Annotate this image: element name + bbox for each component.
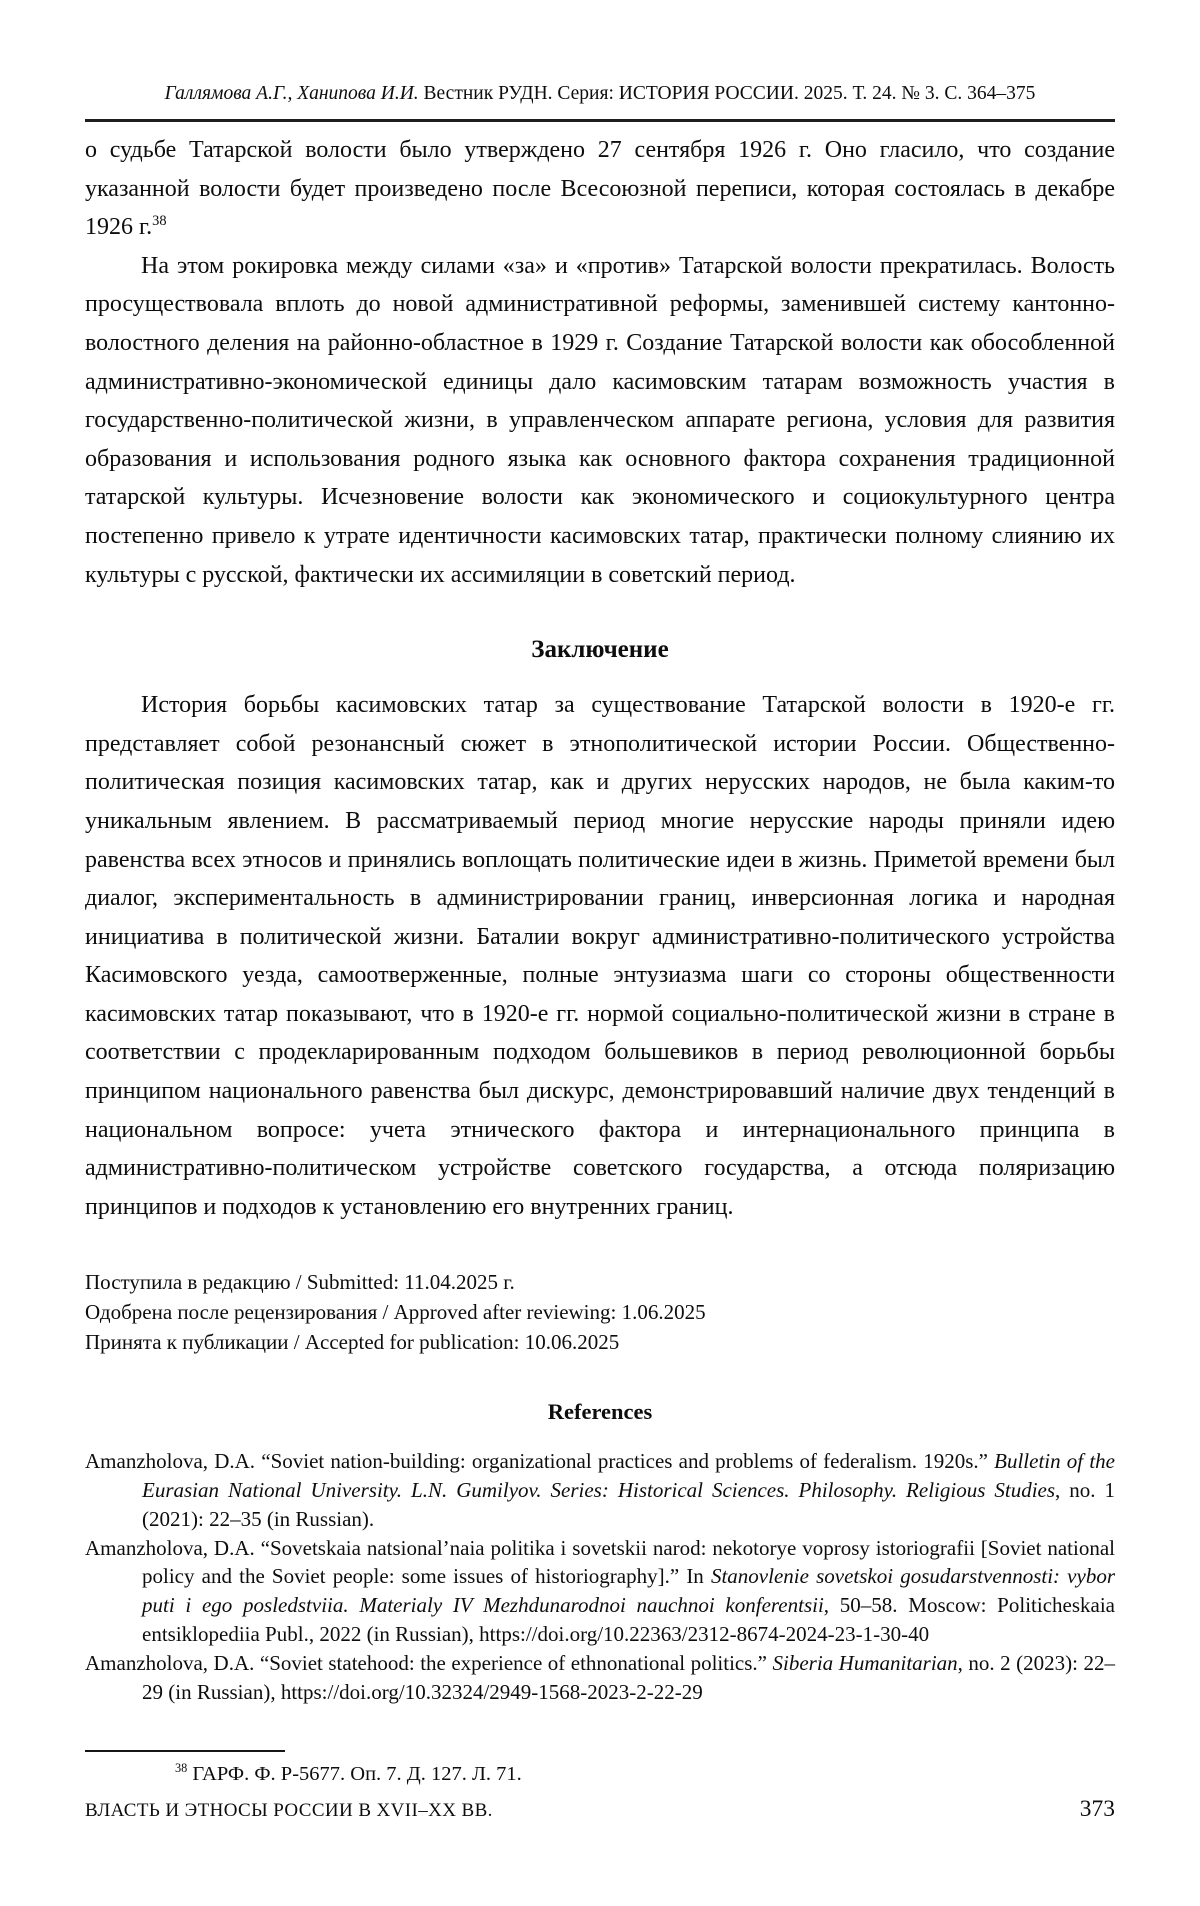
paragraph: История борьбы касимовских татар за существование Татарской волости в 1920-е гг. представляет собой резонансный сюжет в этнополитической истории России. Общественно-политическая позиция касимовских татар, как и других нерусских народов, не была каким-то уникальным явлением. В рассматриваемый период многие нерусские народы приняли идею равенства всех этносов и принялись воплощать политические идеи в жизнь. Приметой времени был диалог, экспериментальность в администрировании границ, инверсионная логика и народная инициатива в политической жизни. Баталии вокруг административно-политического устройства Касимовского уезда, самоотверженные, полные энтузиазма шаги со стороны общественности касимовских татар показывают, что в 1920-е гг. нормой социально-политической жизни в стране в соответствии с продекларированным подходом большевиков в период революционной борьбы принципом национального равенства был дискурс, демонстрировавший наличие двух тенденций в национальном вопросе: учета этнического фактора и интернационального принципа в административно-политическом устройстве советского государства, а отсюда поляризацию принципов и подходов к установлению его внутренних границ.	[85, 692, 1115, 1220]
reference-source-title: Bulletin of the Eurasian National University. L.N. Gumilyov. Series: Historical Sciences. Philosophy. Religious Studies	[142, 1449, 1115, 1503]
page-footer	[85, 1796, 1115, 1823]
reference-text: Amanzholova, D.A. “Sovetskaia natsional’naia politika i sovetskii narod: nekotorye voprosy istoriografii [Soviet national policy and the Soviet people: some issues of historiography].” In	[85, 1535, 1115, 1589]
running-head-journal: Вестник РУДН. Серия: ИСТОРИЯ РОССИИ. 2025. Т. 24. № 3. С. 364–375	[418, 83, 1036, 104]
footnote-marker: 38	[175, 1761, 188, 1776]
references-list	[85, 1447, 1115, 1706]
accepted-line: Принята к публикации / Accepted for publication: 10.06.2025	[85, 1329, 620, 1354]
reference-item	[85, 1649, 1115, 1707]
reference-text: , no. 1 (2021): 22–35 (in Russian).	[142, 1478, 1115, 1531]
references-heading: References	[547, 1399, 653, 1425]
reference-text: , no. 2 (2023): 22–29 (in Russian),	[142, 1650, 1116, 1704]
dates-block	[85, 1268, 1115, 1357]
reference-item	[85, 1534, 1115, 1649]
article-body	[85, 122, 1115, 1788]
reference-item	[85, 1447, 1115, 1533]
reference-source-title: Stanovlenie sovetskoi gosudarstvennosti: vybor puti i ego posledstviia. Materialy IV Mezhdunarodnoi nauchnoi konferentsii	[142, 1564, 1115, 1618]
reference-source-title: Siberia Humanitarian	[772, 1650, 958, 1675]
submitted-line: Поступила в редакцию / Submitted: 11.04.2025 г.	[85, 1270, 515, 1295]
footnote	[85, 1761, 1115, 1788]
paragraph-continuation	[85, 131, 1115, 247]
running-head	[85, 0, 1115, 106]
paragraph: На этом рокировка между силами «за» и «против» Татарской волости прекратилась. Волость просуществовала вплоть до новой административной реформы, заменившей систему кантонно-волостного деления на районно-областное в 1929 г. Создание Татарской волости как обособленной административно-экономической единицы дало касимовским татарам возможность участия в государственно-политической жизни, в управленческом аппарате региона, условия для развития образования и использования родного языка как основного фактора сохранения традиционной татарской культуры. Исчезновение волости как экономического и социокультурного центра постепенно привело к утрате идентичности касимовских татар, практически полному слиянию их культуры с русской, фактически их ассимиляции в советский период.	[85, 252, 1115, 588]
approved-line: Одобрена после рецензирования / Approved after reviewing: 1.06.2025	[85, 1300, 706, 1325]
doi-link[interactable]: https://doi.org/10.22363/2312-8674-2024-23-1-30-40	[479, 1622, 930, 1646]
reference-text: , 50–58. Moscow: Politicheskaia entsiklopediia Publ., 2022 (in Russian),	[142, 1593, 1115, 1646]
paragraph-text: о судьбе Татарской волости было утверждено 27 сентября 1926 г. Оно гласило, что создание указанной волости будет произведено после Всесоюзной переписи, которая состоялась в декабре 1926 г.	[85, 137, 1115, 241]
running-head-authors: Галлямова А.Г., Ханипова И.И.	[164, 83, 419, 104]
footnote-ref-marker: 38	[152, 213, 167, 230]
footnote-text: ГАРФ. Ф. Р-5677. Оп. 7. Д. 127. Л. 71.	[187, 1763, 522, 1786]
conclusion-heading: Заключение	[531, 636, 669, 664]
reference-text: Amanzholova, D.A. “Soviet statehood: the experience of ethnonational politics.”	[85, 1650, 773, 1675]
reference-text: Amanzholova, D.A. “Soviet nation-building: organizational practices and problems of federalism. 1920s.”	[85, 1449, 995, 1474]
footer-section-title: ВЛАСТЬ И ЭТНОСЫ РОССИИ В XVII–XX ВВ.	[85, 1800, 493, 1821]
footnote-rule	[85, 1750, 285, 1752]
page-number: 373	[1079, 1796, 1115, 1822]
doi-link[interactable]: https://doi.org/10.32324/2949-1568-2023-2-22-29	[280, 1679, 703, 1704]
